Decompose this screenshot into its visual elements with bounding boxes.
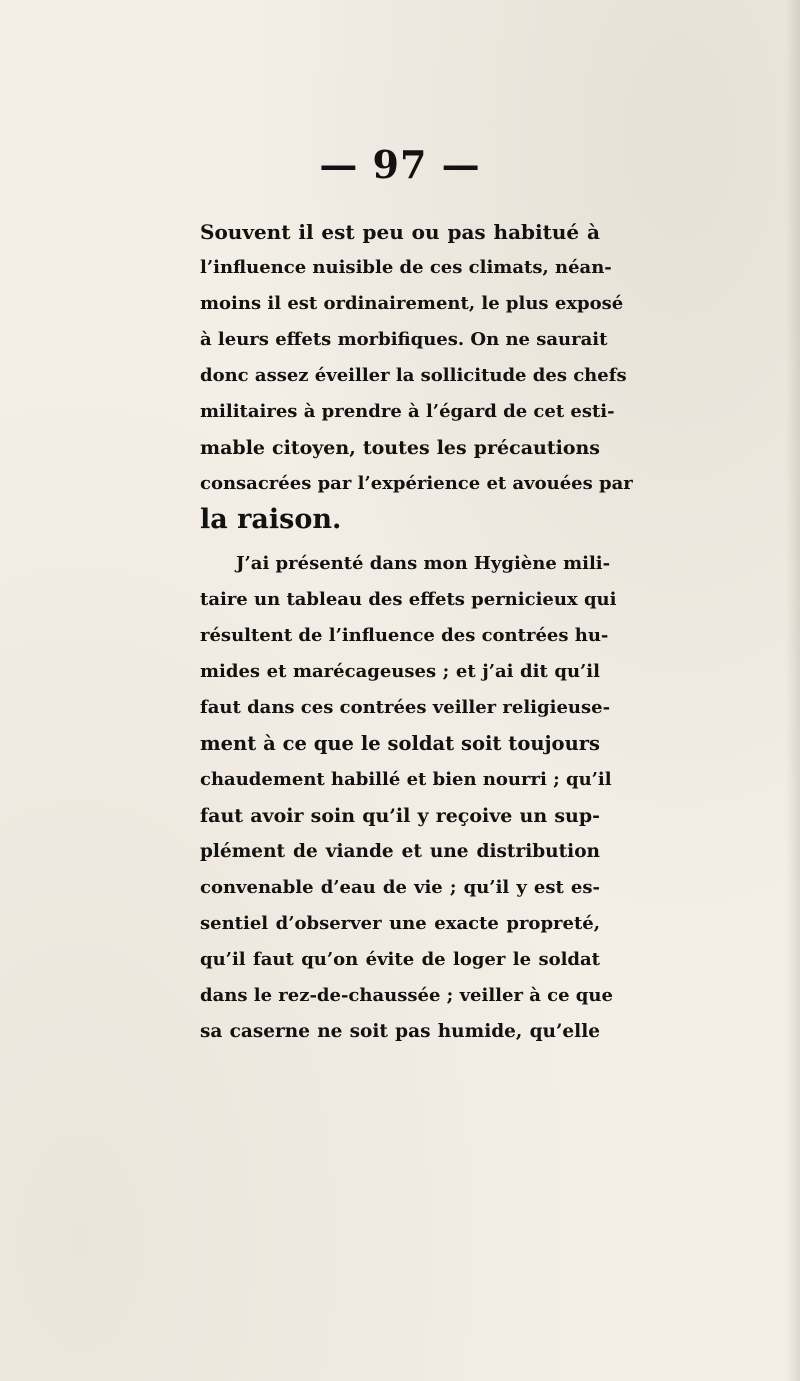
paragraph-2 (200, 546, 617, 1050)
text-line: J’ai présenté dans mon Hygiène mili- (236, 553, 611, 574)
text-line: convenable d’eau de vie ; qu’il y est es- (200, 877, 600, 898)
text-line: qu’il faut qu’on évite de loger le soldat (200, 949, 600, 970)
text-line: donc assez éveiller la sollicitude des chefs (200, 365, 627, 386)
text-line: ment à ce que le soldat soit toujours (200, 732, 600, 755)
paragraph-1 (200, 214, 633, 538)
text-line: dans le rez-de-chaussée ; veiller à ce que (200, 985, 613, 1006)
text-line: la raison. (200, 504, 342, 535)
text-line: l’influence nuisible de ces climats, néan- (200, 257, 612, 278)
text-line: faut dans ces contrées veiller religieuse- (200, 697, 611, 718)
page-number: — 97 — (319, 142, 481, 187)
text-line: plément de viande et une distribution (200, 841, 600, 862)
text-line: moins il est ordinairement, le plus exposé (200, 293, 624, 314)
text-line: Souvent il est peu ou pas habitué à (200, 220, 600, 244)
text-line: chaudement habillé et bien nourri ; qu’il (200, 769, 612, 790)
text-line: faut avoir soin qu’il y reçoive un sup- (200, 805, 600, 827)
text-line: taire un tableau des effets pernicieux qui (200, 589, 617, 610)
text-line: résultent de l’influence des contrées hu- (200, 625, 609, 646)
text-line: mable citoyen, toutes les précautions (200, 437, 600, 459)
text-line: sentiel d’observer une exacte propreté, (200, 913, 600, 934)
text-line: à leurs effets morbifiques. On ne saurait (200, 329, 608, 350)
text-line: sa caserne ne soit pas humide, qu’elle (200, 1021, 600, 1042)
text-line: consacrées par l’expérience et avouées par (200, 473, 633, 494)
text-line: mides et marécageuses ; et j’ai dit qu’il (200, 661, 600, 682)
text-line: militaires à prendre à l’égard de cet esti- (200, 401, 615, 422)
page-edge-shadow (786, 0, 800, 1381)
